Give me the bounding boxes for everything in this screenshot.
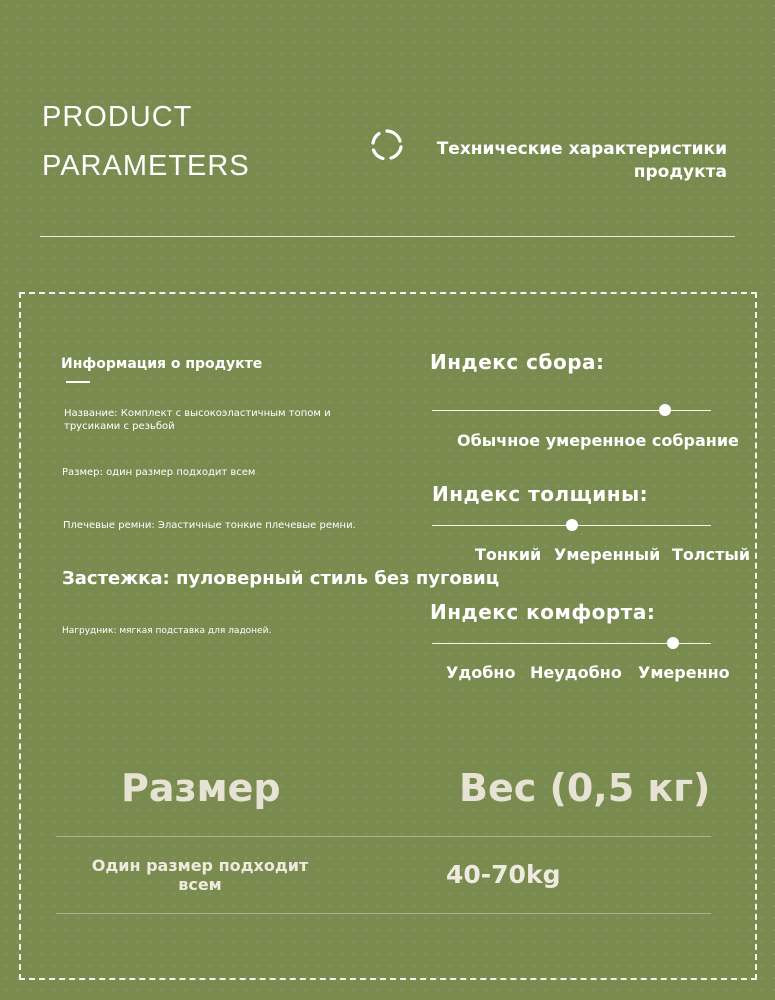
size-cell: Один размер подходит всем [91,856,309,894]
comfort-label-moderate: Умеренно [638,663,730,682]
info-size: Размер: один размер подходит всем [62,467,256,478]
info-straps: Плечевые ремни: Эластичные тонкие плечевые ремни. [63,520,356,531]
table-bottom-divider [56,913,711,914]
info-clasp: Застежка: пуловерный стиль без пуговиц [62,568,500,589]
title-line-2: PARAMETERS [42,150,250,182]
thickness-index-knob [566,519,578,531]
comfort-index-title: Индекс комфорта: [430,600,656,624]
gather-index-knob [659,404,671,416]
title-line-1: PRODUCT [42,101,193,133]
size-column-header: Размер [121,766,281,810]
gather-index-label: Обычное умеренное собрание [457,431,739,450]
comfort-label-uncomfortable: Неудобно [530,663,622,682]
gather-index-title: Индекс сбора: [430,350,605,374]
thickness-index-title: Индекс толщины: [432,482,649,506]
info-name: Название: Комплект с высокоэластичным топом и трусиками с резьбой [64,408,331,432]
info-heading-underline [66,381,90,383]
header-divider [40,236,735,237]
subtitle: Технические характеристики продукта [436,139,727,182]
info-bib: Нагрудник: мягкая подставка для ладоней. [62,626,272,636]
weight-column-header: Вес (0,5 кг) [459,766,711,810]
weight-cell: 40-70kg [446,860,561,889]
info-heading: Информация о продукте [61,356,263,372]
thickness-label-thin: Тонкий [475,545,542,564]
comfort-label-comfortable: Удобно [446,663,516,682]
thickness-label-thick: Толстый [672,545,751,564]
table-header-divider [56,836,711,837]
thickness-label-moderate: Умеренный [554,545,661,564]
